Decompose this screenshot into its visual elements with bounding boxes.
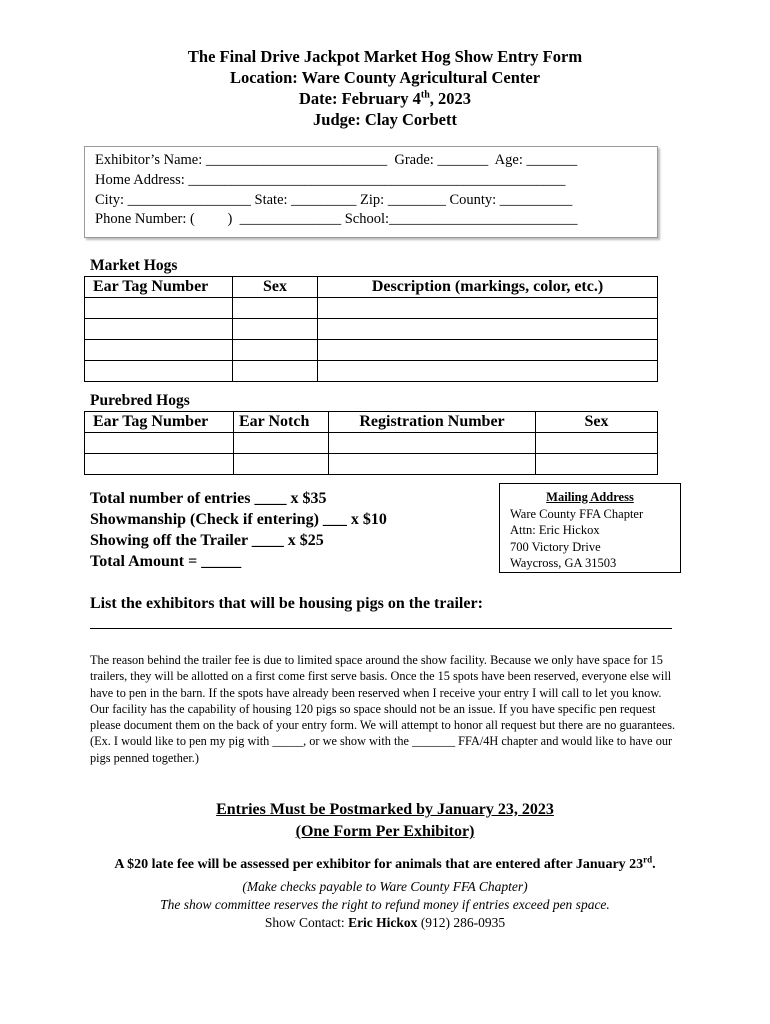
table-cell[interactable] (536, 454, 658, 475)
contact-phone: (912) 286-0935 (417, 915, 506, 930)
table-cell[interactable] (233, 319, 318, 340)
column-header: Description (markings, color, etc.) (318, 277, 658, 298)
table-cell[interactable] (85, 454, 234, 475)
table-cell[interactable] (233, 361, 318, 382)
table-row (85, 454, 658, 475)
late-fee-end: . (652, 857, 656, 872)
mailing-line: Waycross, GA 31503 (510, 556, 617, 570)
total-entries-field[interactable]: Total number of entries ____ x $35 (90, 490, 327, 507)
column-header: Sex (536, 412, 658, 433)
purebred-hogs-title: Purebred Hogs (90, 392, 190, 409)
late-fee-text: A $20 late fee will be assessed per exhibitor for animals that are entered after January 23 (114, 857, 644, 872)
showmanship-field[interactable]: Showmanship (Check if entering) ___ x $10 (90, 511, 387, 528)
trailer-list-prompt: List the exhibitors that will be housing pigs on the trailer: (90, 595, 483, 612)
form-date (0, 88, 770, 109)
table-header-row (85, 412, 658, 433)
table-cell[interactable] (234, 433, 329, 454)
purebred-hogs-table (84, 411, 658, 475)
table-cell[interactable] (318, 340, 658, 361)
table-cell[interactable] (329, 454, 536, 475)
market-hogs-table (84, 276, 658, 382)
table-cell[interactable] (233, 340, 318, 361)
table-row (85, 340, 658, 361)
trailer-list-line[interactable] (90, 628, 672, 629)
contact-name: Eric Hickox (348, 915, 418, 930)
column-header: Registration Number (329, 412, 536, 433)
column-header: Ear Tag Number (85, 277, 233, 298)
form-header (0, 46, 770, 130)
table-cell[interactable] (85, 361, 233, 382)
table-header-row (85, 277, 658, 298)
city-state-zip-county-field[interactable]: City: _________________ State: _________ Zip: ________ County: __________ (95, 192, 573, 208)
postmark-deadline (0, 799, 770, 843)
market-hogs-title: Market Hogs (90, 257, 178, 274)
table-cell[interactable] (329, 433, 536, 454)
form-title: The Final Drive Jackpot Market Hog Show Entry Form (187, 47, 583, 66)
postmark-line: Entries Must be Postmarked by January 23, 2023 (216, 801, 554, 818)
late-fee-sup: rd (643, 854, 653, 865)
form-judge: Judge: Clay Corbett (313, 110, 457, 129)
table-row (85, 433, 658, 454)
exhibitor-info-box (84, 146, 658, 238)
phone-school-field[interactable]: Phone Number: ( ) ______________ School:__________________________ (95, 211, 578, 227)
mailing-line: Ware County FFA Chapter (510, 506, 644, 521)
table-cell[interactable] (233, 298, 318, 319)
table-cell[interactable] (318, 319, 658, 340)
refund-note: The show committee reserves the right to refund money if entries exceed pen space. (160, 897, 610, 912)
trailer-field[interactable]: Showing off the Trailer ____ x $25 (90, 532, 324, 549)
table-cell[interactable] (85, 433, 234, 454)
column-header: Ear Tag Number (85, 412, 234, 433)
table-row (85, 319, 658, 340)
table-row (85, 361, 658, 382)
table-cell[interactable] (85, 319, 233, 340)
one-form-line: (One Form Per Exhibitor) (295, 823, 475, 840)
mailing-address-box (499, 483, 681, 573)
column-header: Sex (233, 277, 318, 298)
mailing-line: 700 Victory Drive (510, 539, 601, 554)
table-cell[interactable] (536, 433, 658, 454)
show-contact (0, 914, 770, 932)
table-cell[interactable] (85, 340, 233, 361)
table-cell[interactable] (234, 454, 329, 475)
trailer-fee-explanation: The reason behind the trailer fee is due to limited space around the show facility. Because we only have space for 15 trailers, they will be allotted on a first come first serve basis. Once the 15 spots have been reserved, everyone else will have to pen in the barn. If the spots have already been reserved when I receive your entry I will call to let you know. Our facility has the capability of housing 120 pigs so space should not be an issue. If you have specific pen request please document them on the back of your entry form. We will attempt to honor all request but there are no guarantees. (Ex. I would like to pen my pig with _____, or we show with the _______ FFA/4H chapter and would like to have our pigs penned together.) (90, 653, 676, 765)
mailing-line: Attn: Eric Hickox (510, 523, 600, 537)
home-address-field[interactable]: Home Address: ____________________________________________________ (95, 172, 566, 188)
column-header: Ear Notch (234, 412, 329, 433)
table-row (85, 298, 658, 319)
exhibitor-name-grade-age-field[interactable]: Exhibitor’s Name: _________________________ Grade: _______ Age: _______ (95, 152, 578, 168)
form-location: Location: Ware County Agricultural Center (229, 68, 541, 87)
contact-label: Show Contact: (264, 915, 349, 930)
table-cell[interactable] (85, 298, 233, 319)
late-fee-notice (0, 856, 770, 874)
date-suffix-sup: th (420, 89, 430, 101)
table-cell[interactable] (318, 298, 658, 319)
checks-payable-note: (Make checks payable to Ware County FFA Chapter) (242, 879, 528, 894)
footer-notes (0, 878, 770, 932)
fee-totals (90, 488, 387, 572)
mailing-address-title: Mailing Address (546, 490, 634, 504)
total-amount-field[interactable]: Total Amount = _____ (90, 553, 242, 570)
date-prefix: Date: February 4 (298, 89, 421, 108)
date-year: , 2023 (429, 89, 472, 108)
table-cell[interactable] (318, 361, 658, 382)
